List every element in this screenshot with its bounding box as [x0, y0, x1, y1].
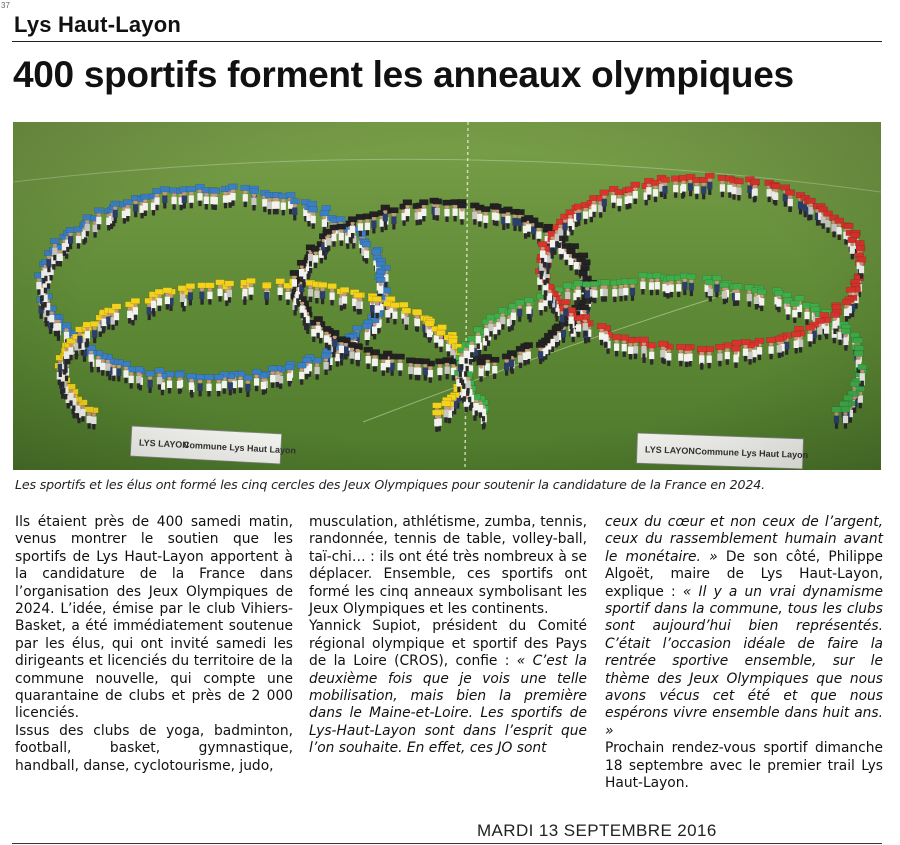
rubric-rule: [12, 41, 882, 42]
headline: 400 sportifs forment les anneaux olympiques: [13, 54, 794, 95]
page-number: 37: [1, 1, 10, 10]
photo-vignette: [13, 122, 881, 470]
paragraph-next-event: Prochain rendez-vous sportif dimanche 18 septembre avec le premier trail Lys Haut-Layon.: [605, 740, 883, 792]
paragraph-supiot: [309, 618, 587, 757]
mayor-intro: De son côté, Philippe Algoët, maire de Lys Haut-Layon, explique :: [605, 548, 883, 600]
mayor-quote: « Il y a un vrai dynamisme sportif dans la commune, tous les clubs sont aujourd’hui bien représentés. C’était l’occasion idéale de faire la rentrée sportive ensemble, sur le thème des Jeux Olympiques que nous avons vécus cet été et que nous espérons vivre ensemble dans huit ans. »: [605, 583, 884, 739]
paragraph-mayor: [605, 514, 883, 740]
section-rubric: Lys Haut-Layon: [14, 12, 182, 37]
issue-date: MARDI 13 SEPTEMBRE 2016: [477, 821, 717, 840]
paragraph-sports: musculation, athlétisme, zumba, tennis, randonnée, tennis de table, volley-ball, taï-chi… : ils ont été très nombreux à se déplacer. Ensemble, ces sportifs ont formé les cinq anneaux symbolisant les Jeux Olympiques et les continents.: [309, 514, 587, 618]
supiot-quote: « C’est la deuxième fois que je vois une telle mobilisation, mais bien la première dans le Maine-et-Loire. Les sportifs de Lys-Haut-Layon sont dans l’esprit que l’on souhaite. En effet, ces JO sont: [309, 653, 587, 757]
photo-caption: Les sportifs et les élus ont formé les cinq cercles des Jeux Olympiques pour soutenir la candidature de la France en 2024.: [15, 477, 765, 492]
paragraph-clubs: Issus des clubs de yoga, badminton, football, basket, gymnastique, handball, danse, cyclotourisme, judo,: [15, 722, 293, 774]
supiot-quote-end: ceux du cœur et non ceux de l’argent, ceux du rassemblement humain avant le monétaire. »: [605, 514, 883, 565]
article-column-3: [605, 514, 883, 793]
article-column-1: [15, 514, 293, 775]
bottom-rule: [12, 843, 882, 844]
olympic-rings-photo: [13, 122, 881, 470]
supiot-intro: Yannick Supiot, président du Comité régional olympique et sportif des Pays de la Loire (CROS), confie :: [309, 618, 587, 670]
photo-illustration: [13, 122, 881, 470]
article-column-2: [309, 514, 587, 758]
paragraph-intro: Ils étaient près de 400 samedi matin, venus montrer le soutien que les sportifs de Lys Haut-Layon apportent à la candidature de la France dans l’organisation des Jeux Olympiques de 2024. L’idée, émise par le club Vihiers-Basket, a été immédiatement soutenue par les élus, qui ont invité samedi les dirigeants et licenciés du territoire de la commune nouvelle, qui compte une quarantaine de clubs et près de 2 000 licenciés.: [15, 514, 293, 722]
